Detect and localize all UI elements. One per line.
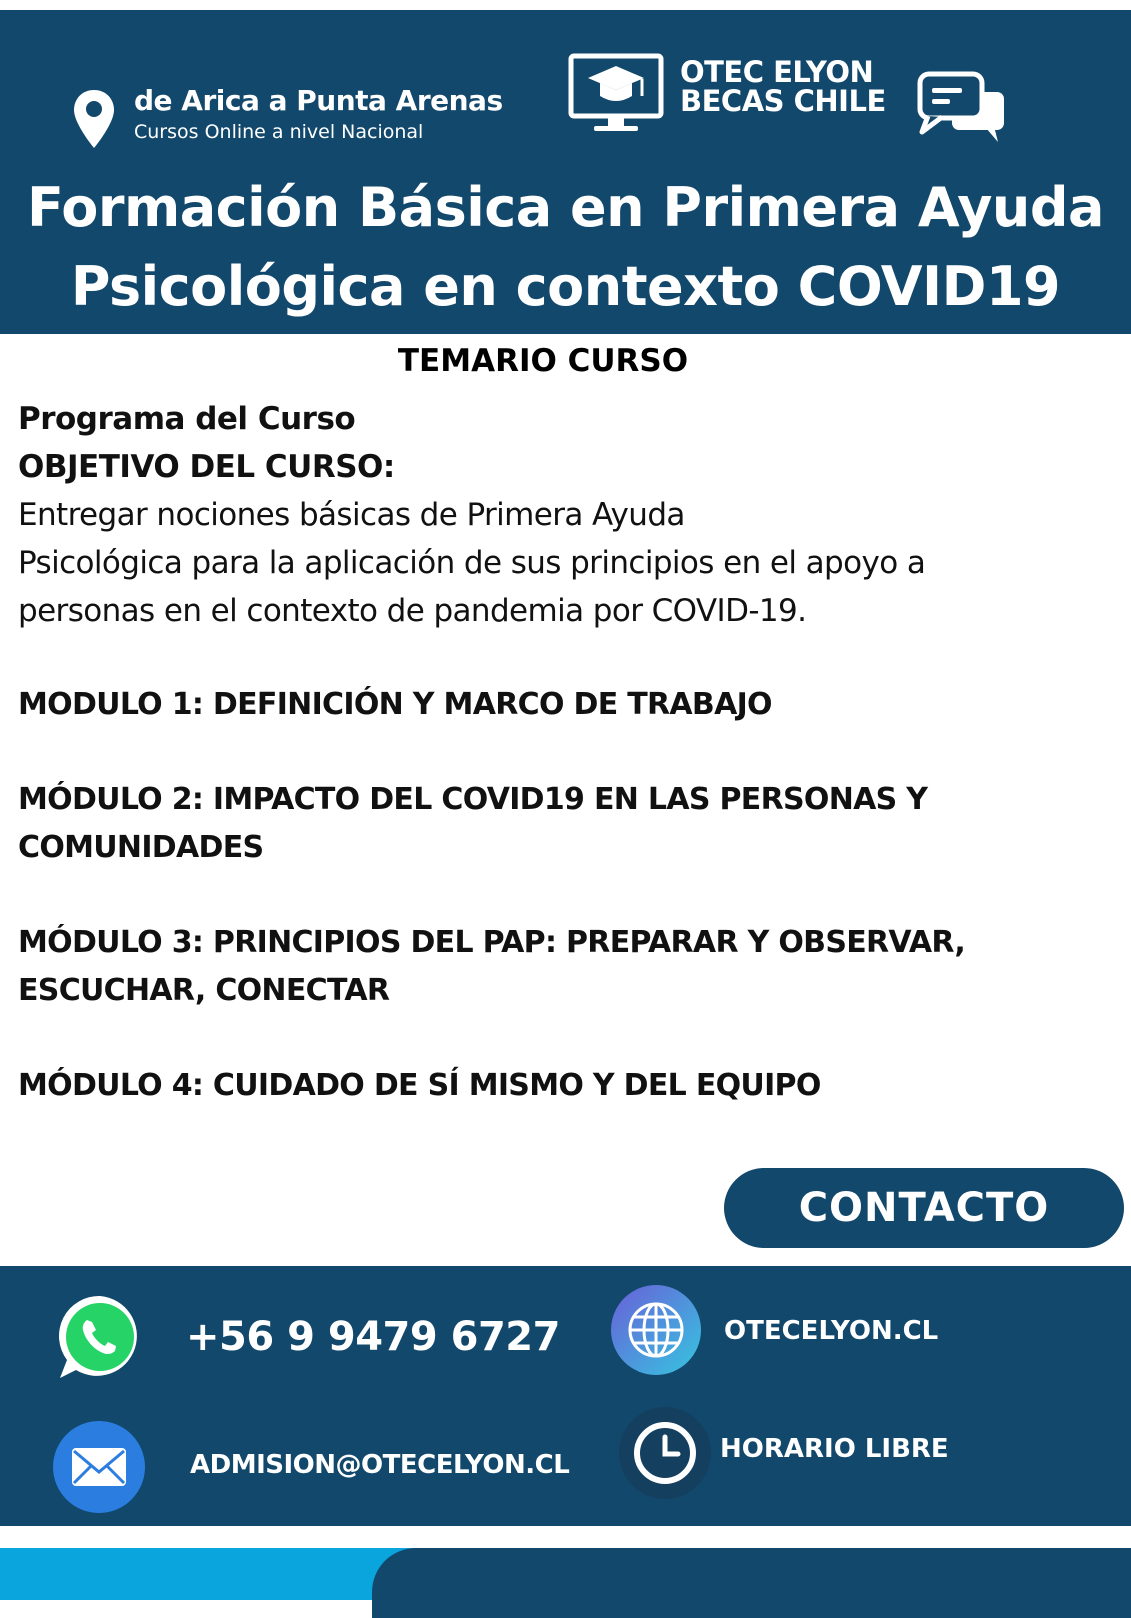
- clock-icon: [618, 1406, 712, 1500]
- website-link[interactable]: OTECELYON.CL: [724, 1316, 939, 1346]
- bottom-tab-shape: [372, 1548, 1131, 1618]
- brand-line-1: OTEC ELYON: [680, 55, 874, 89]
- module-4: [18, 1062, 1118, 1110]
- objective-label: OBJETIVO DEL CURSO:: [18, 449, 395, 485]
- location-title: de Arica a Punta Arenas: [134, 84, 503, 117]
- module-2-line: MÓDULO 2: IMPACTO DEL COVID19 EN LAS PERSONAS Y: [18, 782, 928, 817]
- contact-footer: [0, 1266, 1131, 1526]
- objective-line: personas en el contexto de pandemia por COVID-19.: [18, 593, 807, 629]
- module-1: [18, 681, 1118, 729]
- header-banner: [0, 10, 1131, 334]
- module-1-line: MODULO 1: DEFINICIÓN Y MARCO DE TRABAJO: [18, 687, 772, 722]
- location-pin-icon: [72, 88, 116, 150]
- section-title: TEMARIO CURSO: [397, 343, 689, 379]
- hours-label: HORARIO LIBRE: [720, 1434, 949, 1464]
- brand-name: [680, 55, 886, 118]
- globe-icon[interactable]: [610, 1284, 702, 1376]
- phone-number[interactable]: +56 9 9479 6727: [186, 1314, 560, 1360]
- module-3-line: ESCUCHAR, CONECTAR: [18, 973, 390, 1008]
- course-title-line-2: Psicológica en contexto COVID19: [70, 255, 1061, 318]
- chat-bubbles-icon: [916, 70, 1008, 144]
- location-subtitle: Cursos Online a nivel Nacional: [134, 121, 424, 143]
- whatsapp-icon[interactable]: [54, 1292, 146, 1384]
- program-label: Programa del Curso: [18, 401, 356, 437]
- module-3: [18, 919, 1118, 1015]
- brand-line-2: BECAS CHILE: [680, 84, 886, 118]
- module-2: [18, 776, 1118, 872]
- contact-button[interactable]: CONTACTO: [724, 1168, 1124, 1248]
- module-4-line: MÓDULO 4: CUIDADO DE SÍ MISMO Y DEL EQUIPO: [18, 1068, 821, 1103]
- course-program: [18, 395, 1118, 1110]
- objective-line: Psicológica para la aplicación de sus principios en el apoyo a: [18, 545, 926, 581]
- course-title-line-1: Formación Básica en Primera Ayuda: [27, 176, 1104, 239]
- course-title: [0, 168, 1131, 326]
- location-block: [72, 78, 532, 148]
- module-3-line: MÓDULO 3: PRINCIPIOS DEL PAP: PREPARAR Y OBSERVAR,: [18, 925, 966, 960]
- graduation-monitor-icon: [568, 52, 664, 136]
- email-address[interactable]: ADMISION@OTECELYON.CL: [190, 1450, 570, 1480]
- module-2-line: COMUNIDADES: [18, 830, 264, 865]
- objective-text: [18, 491, 1118, 635]
- objective-line: Entregar nociones básicas de Primera Ayuda: [18, 497, 685, 533]
- mail-icon[interactable]: [52, 1420, 146, 1514]
